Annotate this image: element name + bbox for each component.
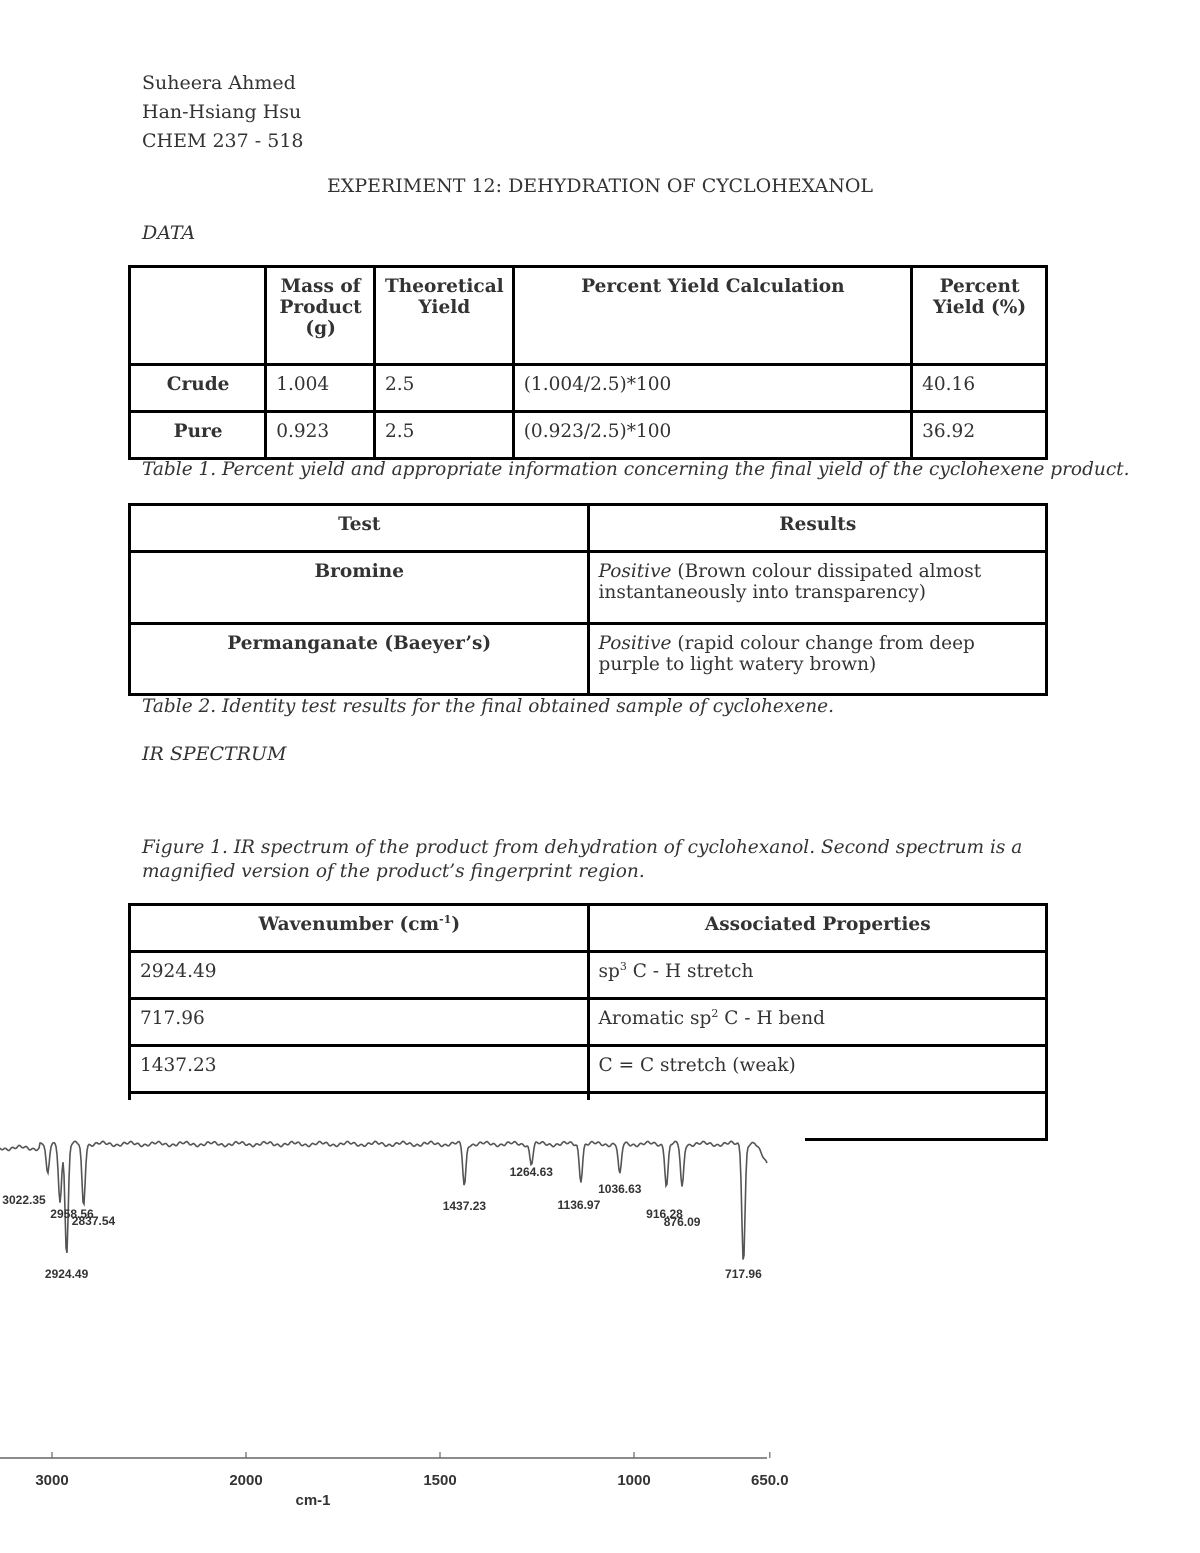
peak-label: 916.28 [646,1207,683,1221]
peak-label: 3022.35 [2,1193,46,1207]
table2-header-test: Test [130,505,589,552]
course-code: CHEM 237 - 518 [142,130,304,152]
table1-caption: Table 1. Percent yield and appropriate information concerning the final yield of the cyclohexene product. [142,459,1130,480]
row-label: Crude [130,365,266,412]
wavenumber-cell: 717.96 [130,999,589,1046]
property-text-post: C - H bend [718,1008,826,1029]
table-row [130,552,1047,624]
peak-label: 876.09 [663,1215,701,1229]
table-row [130,999,1047,1046]
peak-label: 1036.63 [598,1182,642,1196]
peak-label: 1264.63 [509,1165,553,1179]
wavenumber-header-sup: -1 [439,912,452,926]
test-result [588,624,1047,695]
peak-label: 2837.54 [71,1214,116,1228]
author-2: Han-Hsiang Hsu [142,101,302,123]
property-cell [588,1046,1046,1093]
peak-label: 2958.56 [50,1207,94,1221]
peak-label: 1437.23 [442,1199,487,1213]
wavenumber-cell: 1437.23 [130,1046,589,1093]
x-axis-label: cm-1 [295,1492,331,1509]
property-text: Aromatic sp [598,1008,712,1029]
x-tick-label: 1000 [617,1472,651,1489]
test-result [588,552,1047,624]
x-tick-label: 2000 [229,1472,263,1489]
calculation-cell: (1.004/2.5)*100 [513,365,911,412]
table-row [130,952,1047,999]
row-label: Pure [130,412,266,459]
table2-caption: Table 2. Identity test results for the final obtained sample of cyclohexene. [142,696,834,717]
result-label: Positive [598,633,672,654]
table1-header-theoretical: Theoretical Yield [375,267,514,365]
theoretical-cell: 2.5 [375,412,514,459]
result-label: Positive [598,561,672,582]
ir-spectrum-chart [0,1100,805,1520]
table1-header-percent: Percent Yield (%) [912,267,1047,365]
ir-spectrum-heading: IR SPECTRUM [142,743,287,765]
calculation-cell: (0.923/2.5)*100 [513,412,911,459]
theoretical-cell: 2.5 [375,365,514,412]
percent-yield-table [128,265,1048,460]
table-row [130,365,1047,412]
table-row [130,1046,1047,1093]
percent-cell: 40.16 [912,365,1047,412]
property-sup: 3 [619,959,627,973]
test-name: Bromine [130,552,589,624]
table3-header-properties: Associated Properties [588,905,1046,952]
table-row [130,412,1047,459]
peak-label: 717.96 [725,1267,762,1281]
percent-cell: 36.92 [912,412,1047,459]
result-text: (Brown colour dissipated almost instantaneously into transparency) [598,561,982,603]
figure1-caption: Figure 1. IR spectrum of the product from dehydration of cyclohexanol. Second spectrum is a magnified version of the product’s fingerprint region. [142,837,1023,882]
test-name: Permanganate (Baeyer’s) [130,624,589,695]
table1-header-mass: Mass of Product (g) [266,267,375,365]
peak-label: 2924.49 [44,1267,89,1281]
table3-header-wavenumber [130,905,589,952]
wavenumber-header-text: Wavenumber (cm [258,914,440,935]
document-title: EXPERIMENT 12: DEHYDRATION OF CYCLOHEXANOL [326,175,874,197]
identity-test-table [128,503,1048,696]
wavenumber-header-close: ) [451,914,461,935]
table1-header-empty [130,267,266,365]
property-cell [588,999,1046,1046]
table2-header-results: Results [588,505,1047,552]
property-sup: 2 [711,1006,719,1020]
mass-cell: 0.923 [266,412,375,459]
mass-cell: 1.004 [266,365,375,412]
result-text: (rapid colour change from deep purple to light watery brown) [598,633,975,675]
x-tick-label: 3000 [35,1472,69,1489]
property-text: C = C stretch (weak) [598,1055,796,1076]
property-cell [588,952,1046,999]
x-tick-label: 1500 [423,1472,457,1489]
wavenumber-cell: 2924.49 [130,952,589,999]
property-text: sp [598,961,620,982]
data-heading: DATA [142,222,196,244]
x-tick-label: 650.0 [751,1472,789,1489]
property-text-post: C - H stretch [626,961,754,982]
table1-header-calculation: Percent Yield Calculation [513,267,911,365]
peak-label: 1136.97 [557,1198,601,1212]
author-1: Suheera Ahmed [142,72,296,94]
table-row [130,624,1047,695]
